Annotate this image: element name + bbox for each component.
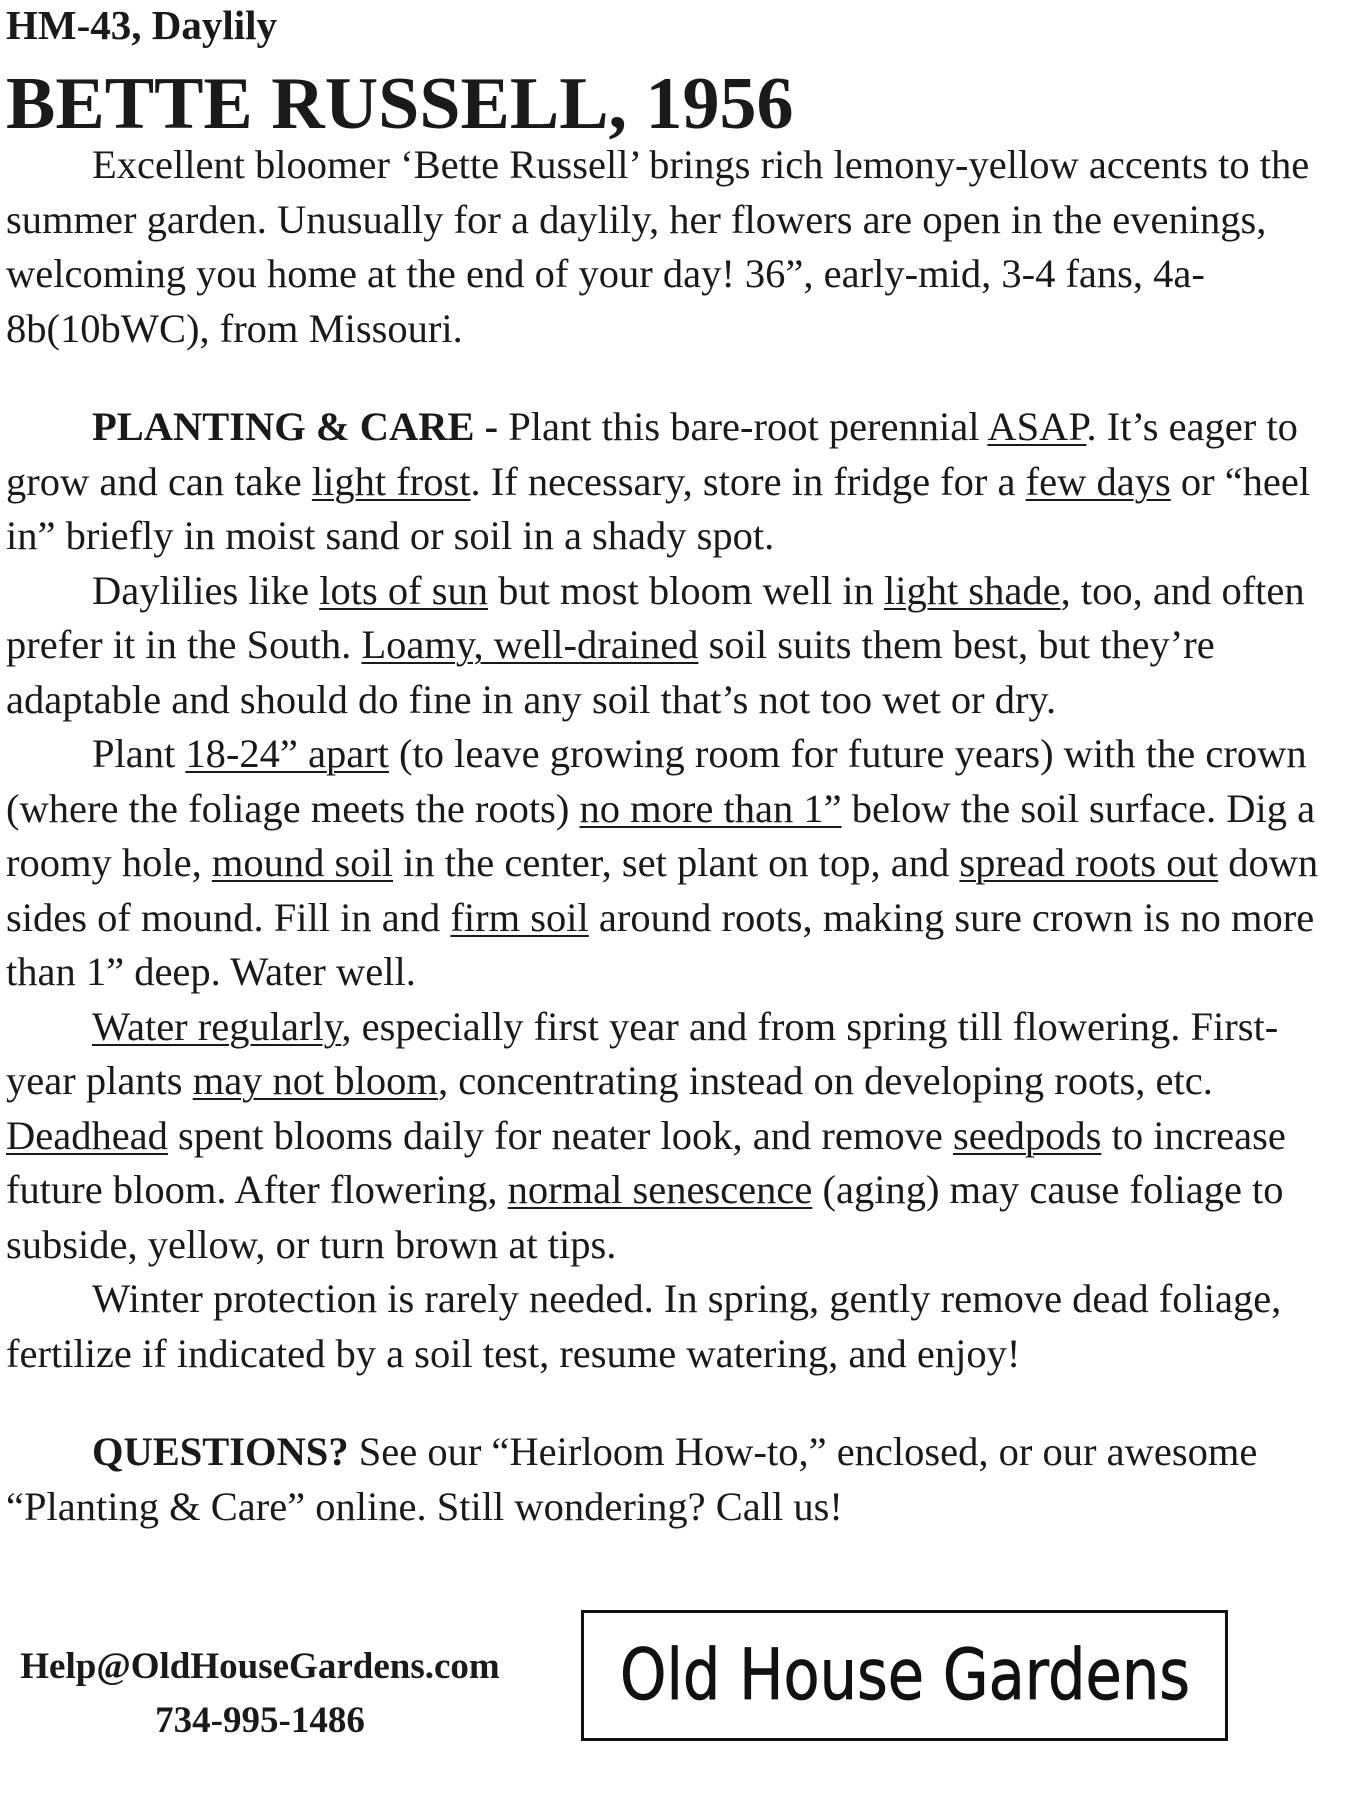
care-text: below the soil surface. Dig a roomy hole, [6,785,1316,885]
care-text: down sides of mound. Fill in and [6,840,1319,940]
care-paragraph-3 [6,727,1336,1000]
product-code-line: HM-43, Daylily [6,2,278,48]
care-text: around roots, making sure crown is no more than 1” deep. Water well. [6,894,1315,994]
emphasis-text: Water regularly [92,1003,342,1049]
care-text: soil suits them best, but they’re adaptable and should do fine in any soil that’s not too wet or dry. [6,622,1215,722]
emphasis-text: mound soil [211,840,393,885]
care-text: to increase future bloom. After flowering, [6,1112,1286,1212]
care-text: , especially first year and from spring till flowering. First-year plants [6,1003,1279,1103]
care-paragraph-2 [6,564,1336,728]
questions-section [6,1425,1336,1534]
emphasis-text: may not bloom [192,1058,438,1103]
logo-text: Old House Gardens [619,1633,1190,1716]
emphasis-text: 18-24” apart [185,731,389,776]
emphasis-text: Deadhead [6,1112,168,1158]
emphasis-text: no more than 1” [579,785,842,831]
logo-wordmark [605,1621,1205,1731]
company-logo [581,1610,1228,1741]
emphasis-text: Loamy, well-drained [361,622,699,667]
emphasis-text: light frost [311,458,471,504]
contact-phone[interactable]: 734-995-1486 [155,1700,365,1741]
contact-block [6,1640,514,1748]
care-text: (to leave growing room for future years) with the crown (where the foliage meets the roots) [6,731,1307,831]
care-text: . It’s eager to grow and can take [6,404,1298,504]
contact-email[interactable]: Help@OldHouseGardens.com [20,1646,500,1687]
emphasis-text: seedpods [952,1112,1102,1158]
emphasis-text: light shade [883,567,1061,613]
care-text: Plant [92,731,186,776]
product-title: BETTE RUSSELL, 1956 [6,63,794,145]
care-text: , too, and often prefer it in the South. [6,567,1305,667]
questions-heading: QUESTIONS? [92,1429,349,1474]
care-text: or “heel in” briefly in moist sand or soil in a shady spot. [6,458,1311,558]
emphasis-text: lots of sun [319,567,488,613]
care-text: Daylilies like [92,567,320,613]
questions-text: See our “Heirloom How-to,” enclosed, or our awesome “Planting & Care” online. Still wondering? Call us! [6,1429,1258,1529]
intro-paragraph: Excellent bloomer ‘Bette Russell’ brings rich lemony-yellow accents to the summer garden. Unusually for a daylily, her flowers are open in the evenings, welcoming you home at the end of your day! 36”, early-mid, 3-4 fans, 4a-8b(10bWC), from Missouri. [6,142,1310,351]
emphasis-text: few days [1025,458,1171,504]
emphasis-text: firm soil [450,894,589,940]
care-text: , concentrating instead on developing roots, etc. [437,1058,1213,1103]
care-paragraph-1 [6,400,1336,564]
planting-care-section [6,400,1336,1381]
emphasis-text: spread roots out [959,840,1219,885]
intro-section [6,138,1336,356]
care-heading: PLANTING & CARE - [92,404,499,449]
care-text: in the center, set plant on top, and [393,840,960,885]
care-text: . If necessary, store in fridge for a [470,458,1026,504]
care-text: (aging) may cause foliage to subside, yellow, or turn brown at tips. [6,1167,1284,1267]
care-text: Plant this bare-root perennial [498,404,988,449]
care-paragraph-5: Winter protection is rarely needed. In spring, gently remove dead foliage, fertilize if indicated by a soil test, resume watering, and enjoy! [6,1276,1282,1376]
care-text: spent blooms daily for neater look, and remove [167,1112,953,1158]
emphasis-text: ASAP [987,404,1087,449]
emphasis-text: normal senescence [507,1167,813,1212]
questions-paragraph [6,1425,1336,1534]
care-text: but most bloom well in [487,567,884,613]
care-paragraph-4 [6,1000,1336,1273]
